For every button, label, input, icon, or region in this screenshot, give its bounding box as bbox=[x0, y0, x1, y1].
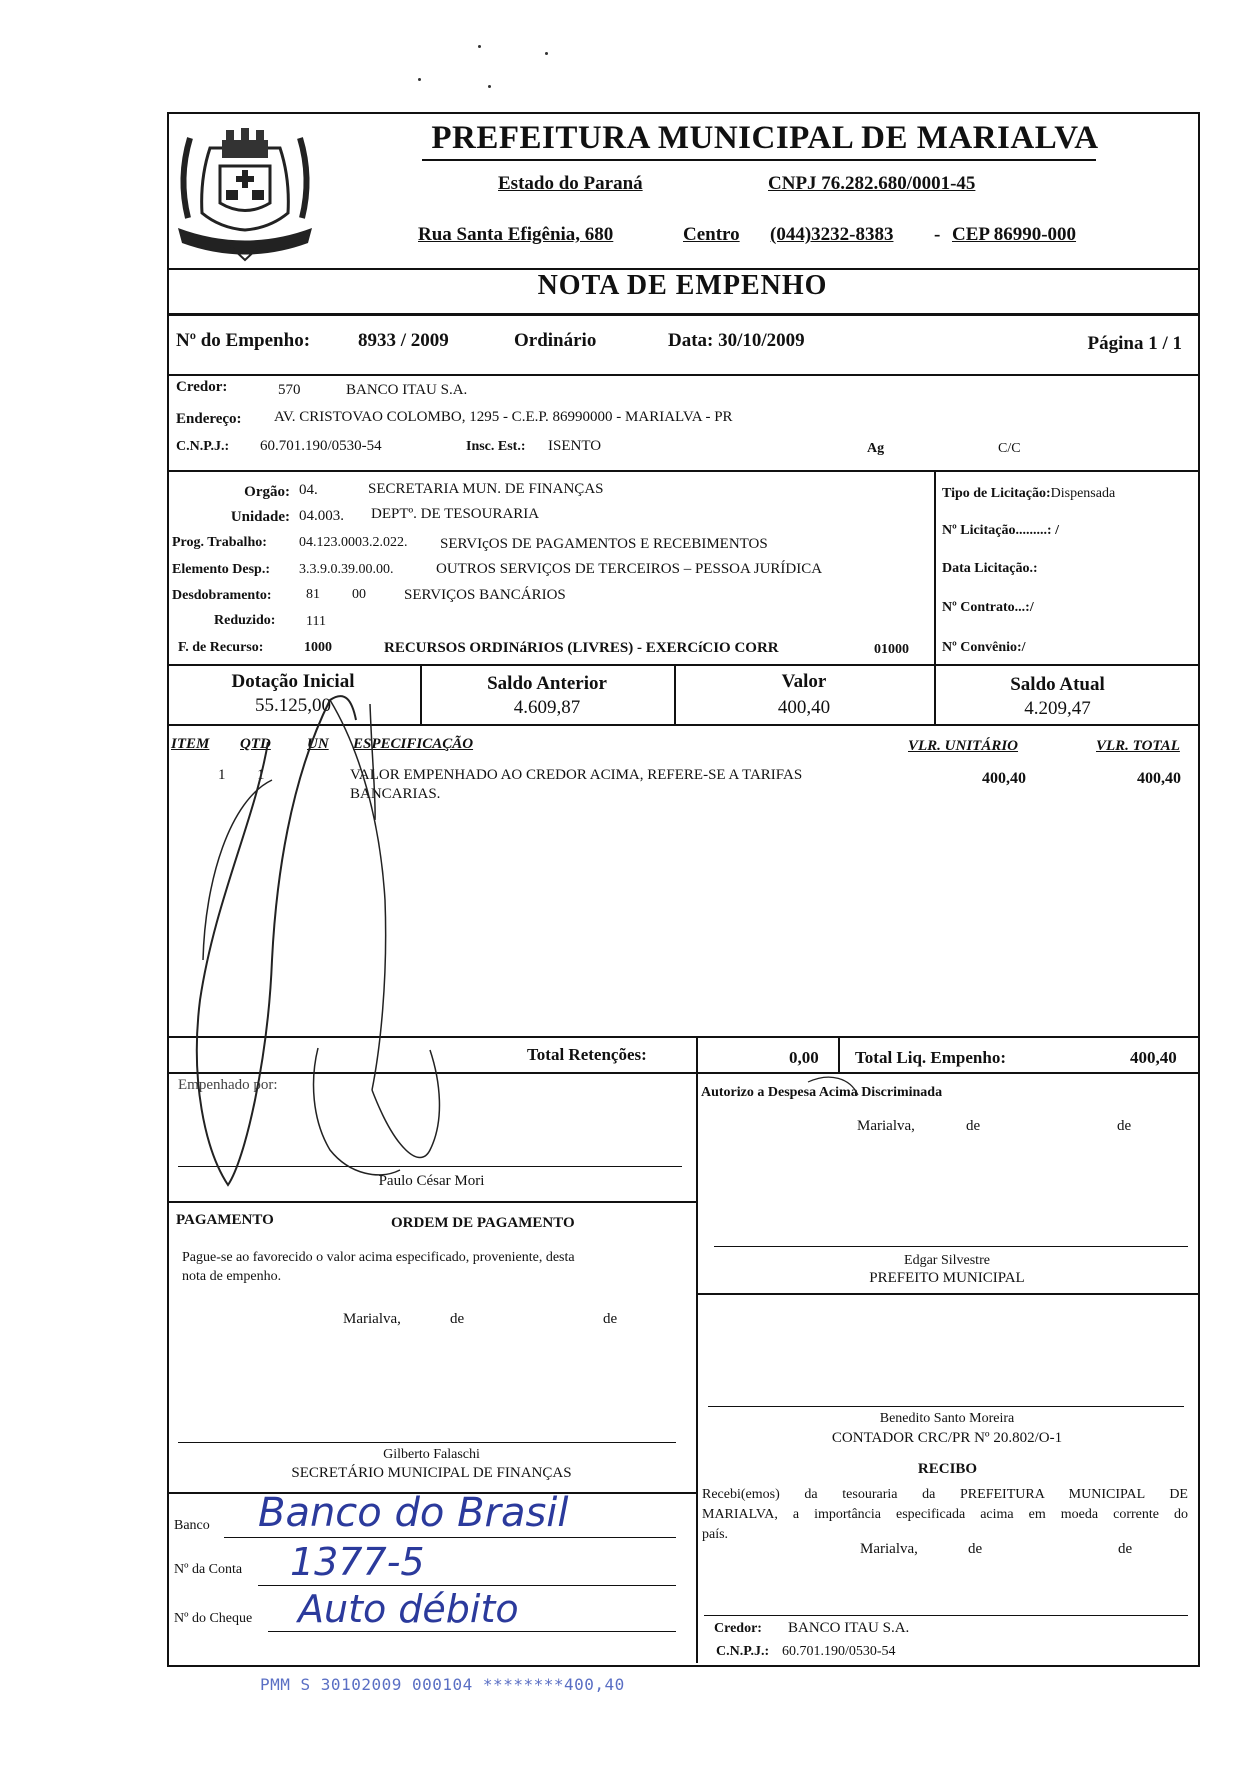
saldo-atual-value: 4.209,47 bbox=[1024, 698, 1091, 719]
valor-label: Valor bbox=[781, 671, 827, 692]
conta-corrente-label: C/C bbox=[998, 441, 1021, 456]
empenho-date: Data: 30/10/2009 bbox=[668, 330, 805, 351]
col-header-vlr-unitario: VLR. UNITÁRIO bbox=[908, 738, 1019, 754]
desdobramento-code1: 81 bbox=[306, 587, 320, 602]
dotacao-inicial-value: 55.125,00 bbox=[255, 695, 331, 716]
licitacao-tipo-value: Dispensada bbox=[1050, 486, 1116, 501]
recibo-text-line1: Recebi(emos) da tesouraria da PREFEITURA MUNICIPAL DE bbox=[702, 1487, 1188, 1502]
page-number: Página 1 / 1 bbox=[1087, 333, 1182, 354]
total-retencoes-label: Total Retenções: bbox=[527, 1045, 647, 1064]
recurso-code: 1000 bbox=[304, 640, 332, 655]
conta-label: Nº da Conta bbox=[174, 1562, 243, 1577]
item-description-cont: BANCARIAS. bbox=[350, 786, 441, 802]
reduzido-value: 111 bbox=[306, 614, 326, 629]
credor-name: BANCO ITAU S.A. bbox=[346, 382, 468, 398]
elemento-code: 3.3.9.0.39.00.00. bbox=[299, 562, 394, 577]
recibo-cnpj-label: C.N.P.J.: bbox=[716, 1644, 770, 1659]
recibo-credor-name: BANCO ITAU S.A. bbox=[788, 1620, 910, 1636]
pagamento-label: PAGAMENTO bbox=[176, 1212, 274, 1228]
saldo-atual-label: Saldo Atual bbox=[1010, 674, 1105, 695]
contrato-numero: Nº Contrato...:/ bbox=[942, 600, 1034, 615]
page-title: PREFEITURA MUNICIPAL DE MARIALVA bbox=[431, 120, 1099, 156]
total-liquido-value: 400,40 bbox=[1130, 1048, 1177, 1067]
autorizo-city-label: Marialva, bbox=[857, 1118, 915, 1134]
recibo-text-line2: MARIALVA, a importância especificada acima em moeda corrente do bbox=[702, 1507, 1188, 1522]
saldo-anterior-label: Saldo Anterior bbox=[487, 673, 607, 694]
total-retencoes-value: 0,00 bbox=[789, 1048, 819, 1067]
ordem-de-label: de bbox=[450, 1311, 465, 1327]
recurso-name: RECURSOS ORDINáRIOS (LIVRES) - EXERCíCIO CORR bbox=[384, 640, 779, 656]
secretario-name: Gilberto Falaschi bbox=[383, 1447, 480, 1462]
prog-name: SERVIçOS DE PAGAMENTOS E RECEBIMENTOS bbox=[440, 536, 768, 552]
insc-value: ISENTO bbox=[548, 438, 602, 454]
prog-label: Prog. Trabalho: bbox=[172, 535, 267, 550]
empenho-number: 8933 / 2009 bbox=[358, 330, 449, 351]
licitacao-numero: Nº Licitação.........: / bbox=[942, 523, 1059, 538]
orgao-name: SECRETARIA MUN. DE FINANÇAS bbox=[368, 481, 604, 497]
prog-code: 04.123.0003.2.022. bbox=[299, 535, 408, 550]
unidade-code: 04.003. bbox=[299, 508, 344, 524]
item-unit-value: 400,40 bbox=[982, 770, 1026, 787]
header-phone: (044)3232-8383 bbox=[770, 224, 894, 245]
credor-cnpj-label: C.N.P.J.: bbox=[176, 439, 230, 454]
item-number: 1 bbox=[218, 767, 226, 783]
insc-label: Insc. Est.: bbox=[466, 439, 526, 454]
licitacao-tipo-label: Tipo de Licitação: bbox=[942, 486, 1051, 501]
unidade-name: DEPTº. DE TESOURARIA bbox=[371, 506, 540, 522]
banco-label: Banco bbox=[174, 1518, 210, 1533]
saldo-anterior-value: 4.609,87 bbox=[513, 697, 581, 718]
header-centro: Centro bbox=[683, 224, 740, 245]
empenhado-por-label: Empenhado por: bbox=[178, 1077, 278, 1093]
elemento-label: Elemento Desp.: bbox=[172, 562, 270, 577]
secretario-title: SECRETÁRIO MUNICIPAL DE FINANÇAS bbox=[291, 1465, 572, 1481]
recibo-cnpj-value: 60.701.190/0530-54 bbox=[782, 1644, 896, 1659]
header-address: Rua Santa Efigênia, 680 bbox=[418, 224, 614, 245]
orgao-label: Orgão: bbox=[244, 484, 290, 500]
autorizo-de-label: de bbox=[966, 1118, 981, 1134]
recurso-code2: 01000 bbox=[874, 642, 909, 657]
agencia-label: Ag bbox=[867, 441, 885, 456]
item-total-value: 400,40 bbox=[1137, 770, 1181, 787]
credor-address: AV. CRISTOVAO COLOMBO, 1295 - C.E.P. 86990000 - MARIALVA - PR bbox=[274, 409, 733, 425]
cheque-handwritten: Auto débito bbox=[298, 1587, 519, 1631]
conta-handwritten: 1377-5 bbox=[290, 1540, 425, 1584]
recibo-city-label: Marialva, bbox=[860, 1541, 918, 1557]
orgao-code: 04. bbox=[299, 482, 318, 498]
credor-cnpj: 60.701.190/0530-54 bbox=[260, 438, 382, 454]
cheque-label: Nº do Cheque bbox=[174, 1611, 253, 1626]
desdobramento-name: SERVIÇOS BANCÁRIOS bbox=[404, 587, 566, 603]
ordem-city-label: Marialva, bbox=[343, 1311, 401, 1327]
empenho-label: Nº do Empenho: bbox=[176, 330, 311, 351]
item-qtd: 1 bbox=[257, 767, 265, 783]
credor-label: Credor: bbox=[176, 379, 228, 395]
header-cep: CEP 86990-000 bbox=[952, 224, 1077, 245]
total-liquido-label: Total Liq. Empenho: bbox=[855, 1048, 1006, 1067]
header-cnpj: CNPJ 76.282.680/0001-45 bbox=[768, 173, 976, 194]
mechanical-stamp: PMM S 30102009 000104 ********400,40 bbox=[260, 1675, 625, 1694]
prefeito-name: Edgar Silvestre bbox=[904, 1253, 990, 1268]
col-header-especificacao: ESPECIFICAÇÃO bbox=[353, 736, 474, 752]
col-header-item: ITEM bbox=[171, 736, 210, 752]
licitacao-data: Data Licitação.: bbox=[942, 561, 1038, 576]
empenho-type: Ordinário bbox=[514, 330, 597, 351]
empenhado-por-name: Paulo César Mori bbox=[378, 1173, 485, 1189]
desdobramento-label: Desdobramento: bbox=[172, 588, 272, 603]
autorizo-label: Autorizo a Despesa Acima Discriminada bbox=[701, 1085, 943, 1100]
autorizo-de-label-2: de bbox=[1117, 1118, 1132, 1134]
elemento-name: OUTROS SERVIÇOS DE TERCEIROS – PESSOA JURÍDICA bbox=[436, 561, 823, 577]
item-description: VALOR EMPENHADO AO CREDOR ACIMA, REFERE-SE A TARIFAS bbox=[350, 767, 803, 783]
contador-title: CONTADOR CRC/PR Nº 20.802/O-1 bbox=[831, 1430, 1063, 1446]
recibo-credor-label: Credor: bbox=[714, 1621, 762, 1636]
col-header-qtd: QTD bbox=[240, 736, 271, 752]
recibo-de-label-2: de bbox=[1118, 1541, 1133, 1557]
document-type-title: NOTA DE EMPENHO bbox=[537, 270, 828, 301]
endereco-label: Endereço: bbox=[176, 411, 242, 427]
col-header-un: UN bbox=[307, 736, 329, 752]
recibo-text-line3: país. bbox=[702, 1527, 729, 1542]
valor-value: 400,40 bbox=[777, 697, 831, 718]
ordem-de-label-2: de bbox=[603, 1311, 618, 1327]
recibo-de-label: de bbox=[968, 1541, 983, 1557]
prefeito-title: PREFEITO MUNICIPAL bbox=[869, 1270, 1025, 1286]
contador-name: Benedito Santo Moreira bbox=[879, 1411, 1015, 1426]
recibo-label: RECIBO bbox=[917, 1461, 978, 1477]
header-separator: - bbox=[934, 224, 941, 245]
unidade-label: Unidade: bbox=[230, 509, 290, 525]
ordem-text-line2: nota de empenho. bbox=[182, 1269, 282, 1284]
credor-code: 570 bbox=[278, 382, 301, 398]
ordem-text-line1: Pague-se ao favorecido o valor acima especificado, proveniente, desta bbox=[182, 1250, 575, 1265]
header-estado: Estado do Paraná bbox=[498, 173, 643, 194]
reduzido-label: Reduzido: bbox=[214, 613, 276, 628]
banco-handwritten: Banco do Brasil bbox=[258, 1490, 569, 1536]
col-header-vlr-total: VLR. TOTAL bbox=[1096, 738, 1180, 754]
convenio-numero: Nº Convênio:/ bbox=[942, 640, 1026, 655]
desdobramento-code2: 00 bbox=[352, 587, 366, 602]
ordem-pagamento-label: ORDEM DE PAGAMENTO bbox=[391, 1215, 575, 1231]
recurso-label: F. de Recurso: bbox=[178, 640, 264, 655]
dotacao-inicial-label: Dotação Inicial bbox=[231, 671, 355, 692]
